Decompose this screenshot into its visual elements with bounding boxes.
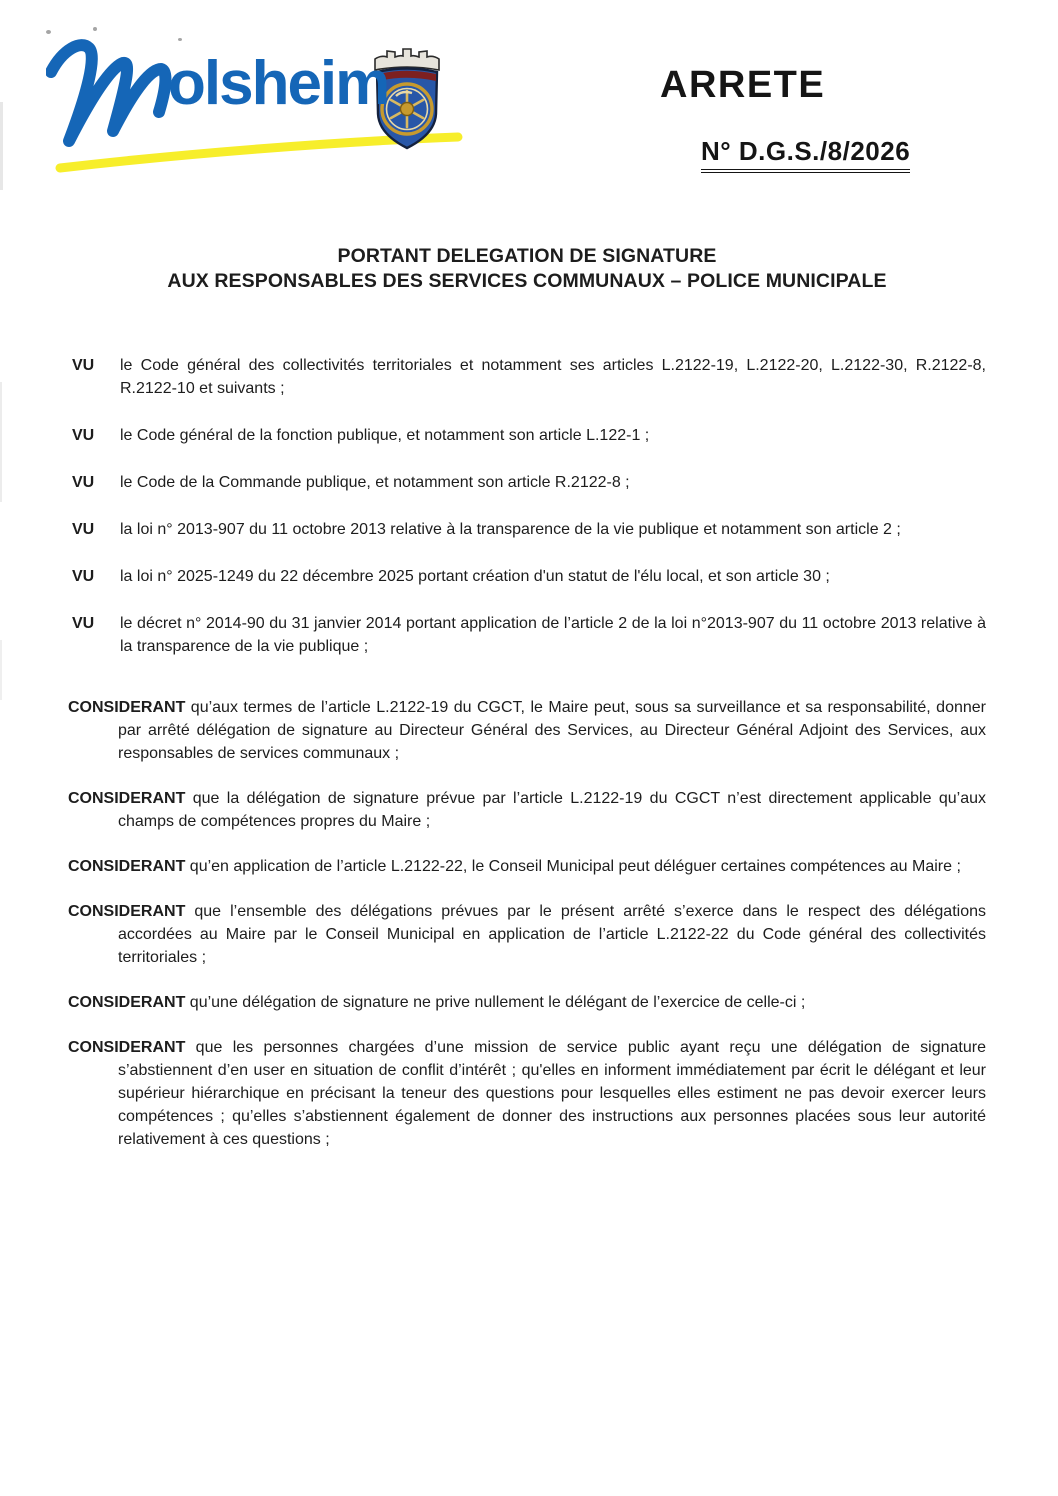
vu-label: VU [72,521,95,538]
logo-wordmark: olsheim [168,49,389,118]
considerant-text: que l’ensemble des délégations prévues par le présent arrêté s’exerce dans le respect des délégations accordées au Maire par le Conseil Municipal en application de l’article L.2122-22 du Code général des collectivités territoriales ; [118,903,986,966]
considerant-text: qu’en application de l’article L.2122-22, le Conseil Municipal peut déléguer certaines compétences au Maire ; [189,858,961,875]
vu-label: VU [72,427,95,444]
considerant-paragraph [68,855,986,878]
vu-text: la loi n° 2013-907 du 11 octobre 2013 relative à la transparence de la vie publique et notamment son article 2 ; [120,521,901,538]
vu-text: le Code de la Commande publique, et notamment son article R.2122-8 ; [120,474,630,491]
scan-edge-smudge [0,102,3,190]
considerant-text: qu’une délégation de signature ne prive nullement le délégant de l’exercice de celle-ci ; [189,994,806,1011]
considerant-label: CONSIDERANT [68,858,186,875]
scan-edge-smudge [0,640,2,700]
considerant-label: CONSIDERANT [68,790,186,807]
vu-paragraph [68,518,986,541]
considerant-label: CONSIDERANT [68,994,186,1011]
considerant-paragraph [68,1036,986,1151]
considerant-paragraph [68,787,986,833]
document-body [68,244,986,1151]
logo-script-m-icon [46,36,180,148]
considerant-paragraph [68,900,986,969]
considerant-list [68,696,986,1151]
vu-text: le décret n° 2014-90 du 31 janvier 2014 portant application de l’article 2 de la loi n°2013-907 du 11 octobre 2013 relative à la transparence de la vie publique ; [120,615,986,655]
molsheim-logo [46,30,466,180]
document-title [68,244,986,294]
document-type-heading: ARRETE [660,64,826,106]
vu-text: le Code général des collectivités territoriales et notamment ses articles L.2122-19, L.2122-20, L.2122-30, R.2122-8, R.2122-10 et suivants ; [120,357,986,397]
considerant-paragraph [68,991,986,1014]
scan-edge-smudge [0,382,2,502]
vu-text: le Code général de la fonction publique, et notamment son article L.122-1 ; [120,427,650,444]
vu-paragraph [68,565,986,588]
considerant-label: CONSIDERANT [68,699,186,716]
vu-paragraph [68,354,986,400]
document-title-line2: AUX RESPONSABLES DES SERVICES COMMUNAUX – POLICE MUNICIPALE [167,270,887,292]
considerant-text: qu’aux termes de l’article L.2122-19 du CGCT, le Maire peut, sous sa surveillance et sa responsabilité, donner par arrêté délégation de signature au Directeur Général des Services, au Directeur Général Adjoint des Services, aux responsables de services communaux ; [118,699,986,762]
vu-label: VU [72,615,95,632]
vu-label: VU [72,474,95,491]
considerant-text: que la délégation de signature prévue par l’article L.2122-19 du CGCT n’est directement applicable qu’aux champs de compétences propres du Maire ; [118,790,987,830]
vu-paragraph [68,612,986,658]
vu-paragraph [68,471,986,494]
document-title-line1: PORTANT DELEGATION DE SIGNATURE [337,245,717,267]
considerant-label: CONSIDERANT [68,1039,186,1056]
vu-text: la loi n° 2025-1249 du 22 décembre 2025 portant création d'un statut de l'élu local, et son article 30 ; [120,568,830,585]
vu-label: VU [72,357,95,374]
considerant-text: que les personnes chargées d’une mission de service public ayant reçu une délégation de signature s’abstiennent d’en user en situation de conflit d’intérêt ; qu'elles en informent immédiatement par écrit le délégant et leur supérieur hiérarchique en précisant la teneur des questions pour lesquelles elles estiment ne pas devoir exercer leurs compétences ; qu’elles s’abstiennent également de donner des instructions aux personnes placées sous leur autorité relativement à ces questions ; [118,1039,986,1148]
vu-label: VU [72,568,95,585]
considerant-label: CONSIDERANT [68,903,186,920]
considerant-paragraph [68,696,986,765]
vu-list [68,354,986,658]
vu-paragraph [68,424,986,447]
document-number: N° D.G.S./8/2026 [701,136,910,173]
